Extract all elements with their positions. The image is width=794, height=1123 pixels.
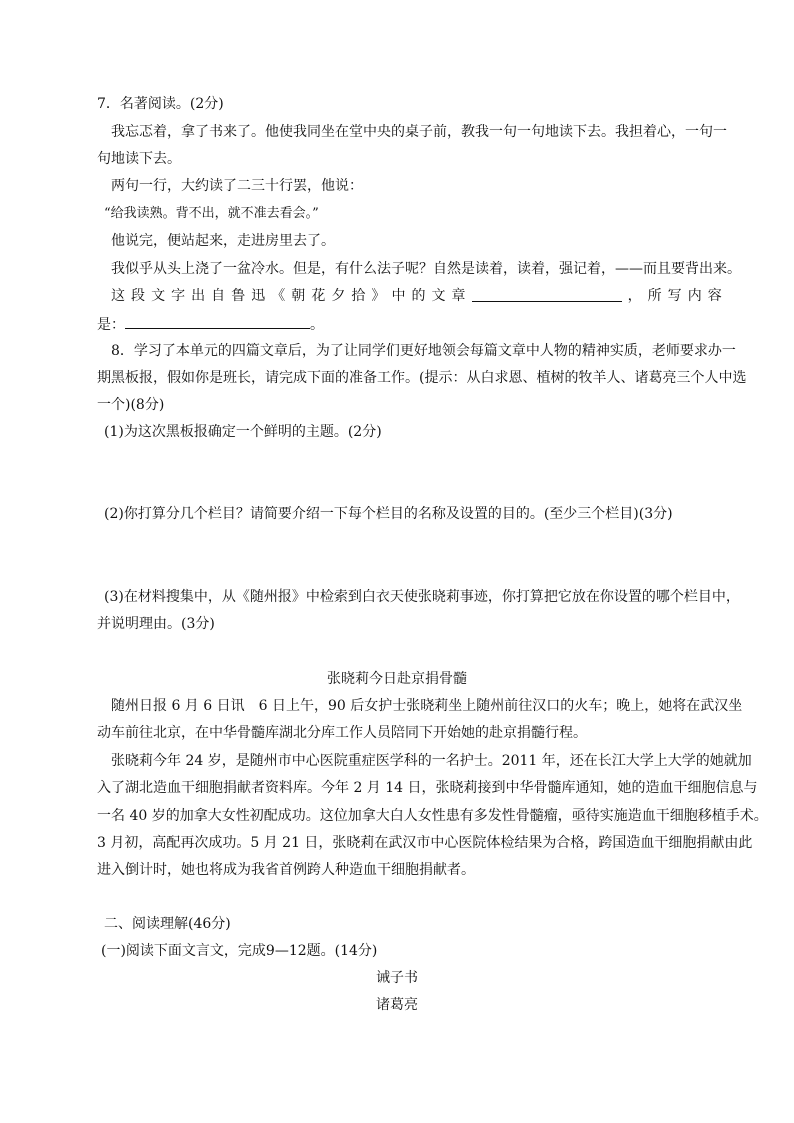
part2-heading: 二、阅读理解(46分) bbox=[104, 916, 231, 932]
news-line1: 随州日报 6 月 6 日讯 6 日上午，90 后女护士张晓莉坐上随州前往汉口的火车；晚上，她将在武汉坐 bbox=[111, 698, 743, 714]
q7-para4: 他说完，便站起来，走进房里去了。 bbox=[111, 233, 335, 249]
q8-sub2: (2)你打算分几个栏目？请简要介绍一下每个栏目的名称及设置的目的。(至少三个栏目)(3分) bbox=[104, 506, 673, 522]
q8-sub3-line2: 并说明理由。(3分) bbox=[97, 616, 215, 632]
part2-subheading: (一)阅读下面文言文，完成9—12题。(14分) bbox=[101, 943, 378, 959]
news-line5: 一名 40 岁的加拿大女性初配成功。这位加拿大白人女性患有多发性骨髓瘤，亟待实施造血干细胞移植手术。 bbox=[97, 808, 768, 824]
news-title: 张晓莉今日赴京捐骨髓 bbox=[327, 671, 467, 687]
q7-title: 7．名著阅读。(2分) bbox=[97, 96, 224, 112]
q7-para3-quote: “给我读熟。背不出，就不准去看会。” bbox=[104, 206, 319, 221]
news-line3: 张晓莉今年 24 岁，是随州市中心医院重症医学科的一名护士。2011 年，还在长江大学上大学的她就加 bbox=[111, 753, 752, 769]
answer-blank-article[interactable] bbox=[472, 286, 622, 302]
q8-intro-line2: 期黑板报，假如你是班长，请完成下面的准备工作。(提示：从白求恩、植树的牧羊人、诸葛亮三个人中选 bbox=[97, 370, 747, 386]
news-line7: 进入倒计时，她也将成为我省首例跨人种造血干细胞捐献者。 bbox=[97, 862, 475, 878]
classical-text-author: 诸葛亮 bbox=[376, 997, 418, 1013]
q7-para5: 我似乎从头上浇了一盆冷水。但是，有什么法子呢？自然是读着，读着，强记着，——而且要背出来。 bbox=[111, 261, 741, 277]
q8-intro-line1: 8．学习了本单元的四篇文章后，为了让同学们更好地领会每篇文章中人物的精神实质，老师要求办一 bbox=[111, 343, 736, 359]
news-line6: 3 月初，高配再次成功。5 月 21 日，张晓莉在武汉市中心医院体检结果为合格，跨国造血干细胞捐献由此 bbox=[97, 835, 753, 851]
q7-para1-line1: 我忘忑着，拿了书来了。他使我同坐在堂中央的桌子前，教我一句一句地读下去。我担着心，一句一 bbox=[111, 124, 727, 140]
answer-blank-content[interactable] bbox=[125, 313, 310, 329]
news-line4: 入了湖北造血干细胞捐献者资料库。今年 2 月 14 日，张晓莉接到中华骨髓库通知，她的造血干细胞信息与 bbox=[97, 780, 758, 796]
classical-text-title: 诫子书 bbox=[376, 970, 418, 986]
q7-para2: 两句一行，大约读了二三十行罢，他说： bbox=[111, 178, 363, 194]
q8-intro-line3: 一个)(8分) bbox=[97, 397, 165, 413]
q7-question-line: 这 段 文 字 出 自 鲁 迅 《 朝 花 夕 拾 》 中 的 文 章 ， 所 写 内 容 bbox=[111, 288, 722, 304]
q7-answer-line: 是： 。 bbox=[97, 313, 324, 335]
q8-sub1: (1)为这次黑板报确定一个鲜明的主题。(2分) bbox=[104, 424, 382, 440]
news-line2: 动车前往北京，在中华骨髓库湖北分库工作人员陪同下开始她的赴京捐髓行程。 bbox=[97, 725, 587, 741]
q7-para1-line2: 句地读下去。 bbox=[97, 151, 181, 167]
q8-sub3-line1: (3)在材料搜集中，从《随州报》中检索到白衣天使张晓莉事迹，你打算把它放在你设置的哪个栏目中， bbox=[104, 589, 740, 605]
